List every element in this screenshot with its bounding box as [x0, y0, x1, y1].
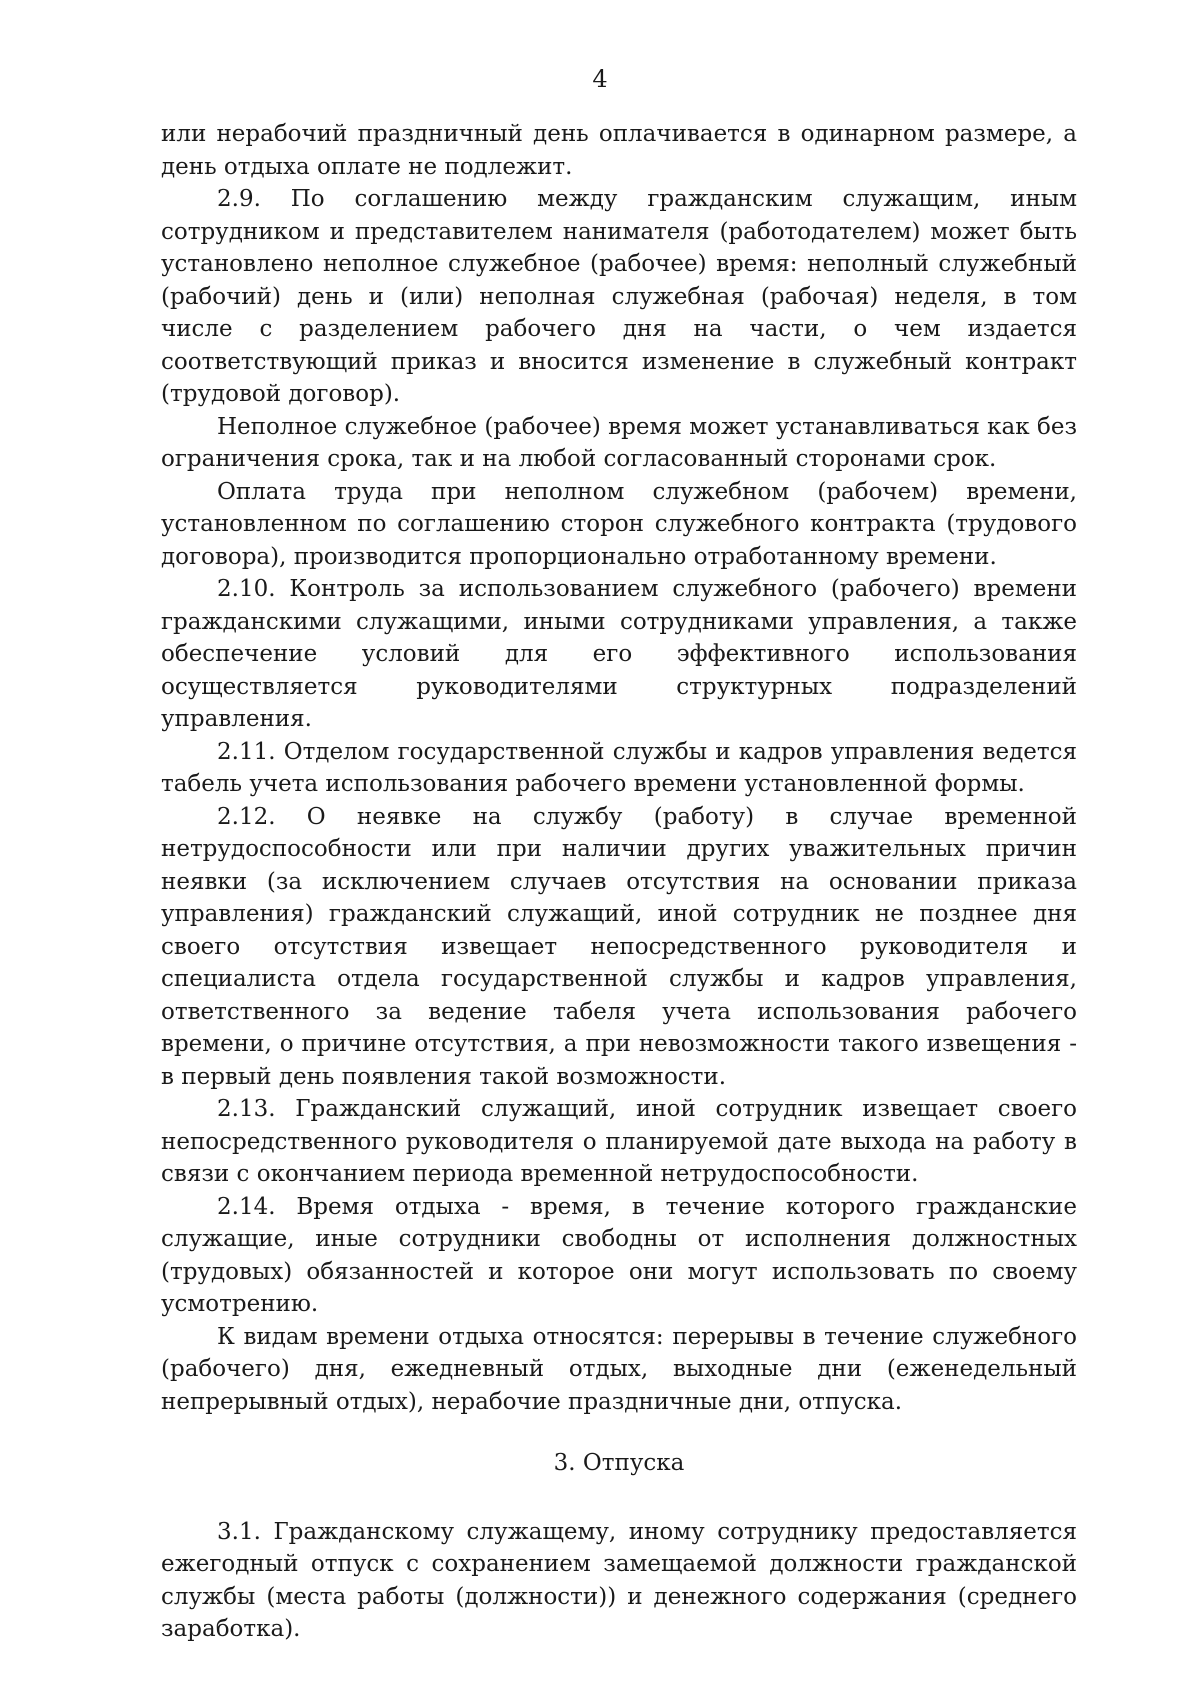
paragraph-2-9: 2.9. По соглашению между гражданским служащим, иным сотрудником и представителем нанимателя (работодателем) может быть установлено неполное служебное (рабочее) время: неполный служебный (рабочий) день и (или) неполная служебная (рабочая) неделя, в том числе с разделением рабочего дня на части, о чем издается соответствующий приказ и вносится изменение в служебный контракт (трудовой договор). — [161, 186, 1077, 407]
paragraph-2-11: 2.11. Отделом государственной службы и кадров управления ведется табель учета использования рабочего времени установленной формы. — [161, 738, 1077, 797]
page-number: 4 — [592, 65, 608, 93]
paragraph-2-10: 2.10. Контроль за использованием служебного (рабочего) времени гражданскими служащими, иными сотрудниками управления, а также обеспечение условий для его эффективного использования осуществляется руководителями структурных подразделений управления. — [161, 576, 1077, 732]
paragraph-2-12: 2.12. О неявке на службу (работу) в случае временной нетрудоспособности или при наличии других уважительных причин неявки (за исключением случаев отсутствия на основании приказа управления) гражданский служащий, иной сотрудник не позднее дня своего отсутствия извещает непосредственного руководителя и специалиста отдела государственной службы и кадров управления, ответственного за ведение табеля учета использования рабочего времени, о причине отсутствия, а при невозможности такого извещения - в первый день появления такой возможности. — [161, 803, 1077, 1090]
paragraph-part-time-pay: Оплата труда при неполном служебном (рабочем) времени, установленном по соглашению сторон служебного контракта (трудового договора), производится пропорционально отработанному времени. — [161, 478, 1077, 570]
paragraph-rest-types: К видам времени отдыха относятся: перерывы в течение служебного (рабочего) дня, ежедневный отдых, выходные дни (еженедельный непрерывный отдых), нерабочие праздничные дни, отпуска. — [161, 1323, 1077, 1415]
paragraph-3-1: 3.1. Гражданскому служащему, иному сотруднику предоставляется ежегодный отпуск с сохранением замещаемой должности гражданской службы (места работы (должности)) и денежного содержания (среднего заработка). — [161, 1518, 1077, 1642]
paragraph-continuation: или нерабочий праздничный день оплачивается в одинарном размере, а день отдыха оплате не подлежит. — [161, 121, 1077, 180]
document-body — [161, 118, 1077, 1646]
paragraph-part-time-duration: Неполное служебное (рабочее) время может устанавливаться как без ограничения срока, так и на любой согласованный сторонами срок. — [161, 413, 1077, 472]
paragraph-2-13: 2.13. Гражданский служащий, иной сотрудник извещает своего непосредственного руководителя о планируемой дате выхода на работу в связи с окончанием периода временной нетрудоспособности. — [161, 1096, 1077, 1187]
paragraph-2-14: 2.14. Время отдыха - время, в течение которого гражданские служащие, иные сотрудники свободны от исполнения должностных (трудовых) обязанностей и которое они могут использовать по своему усмотрению. — [161, 1193, 1077, 1317]
section-heading: 3. Отпуска — [553, 1450, 685, 1476]
